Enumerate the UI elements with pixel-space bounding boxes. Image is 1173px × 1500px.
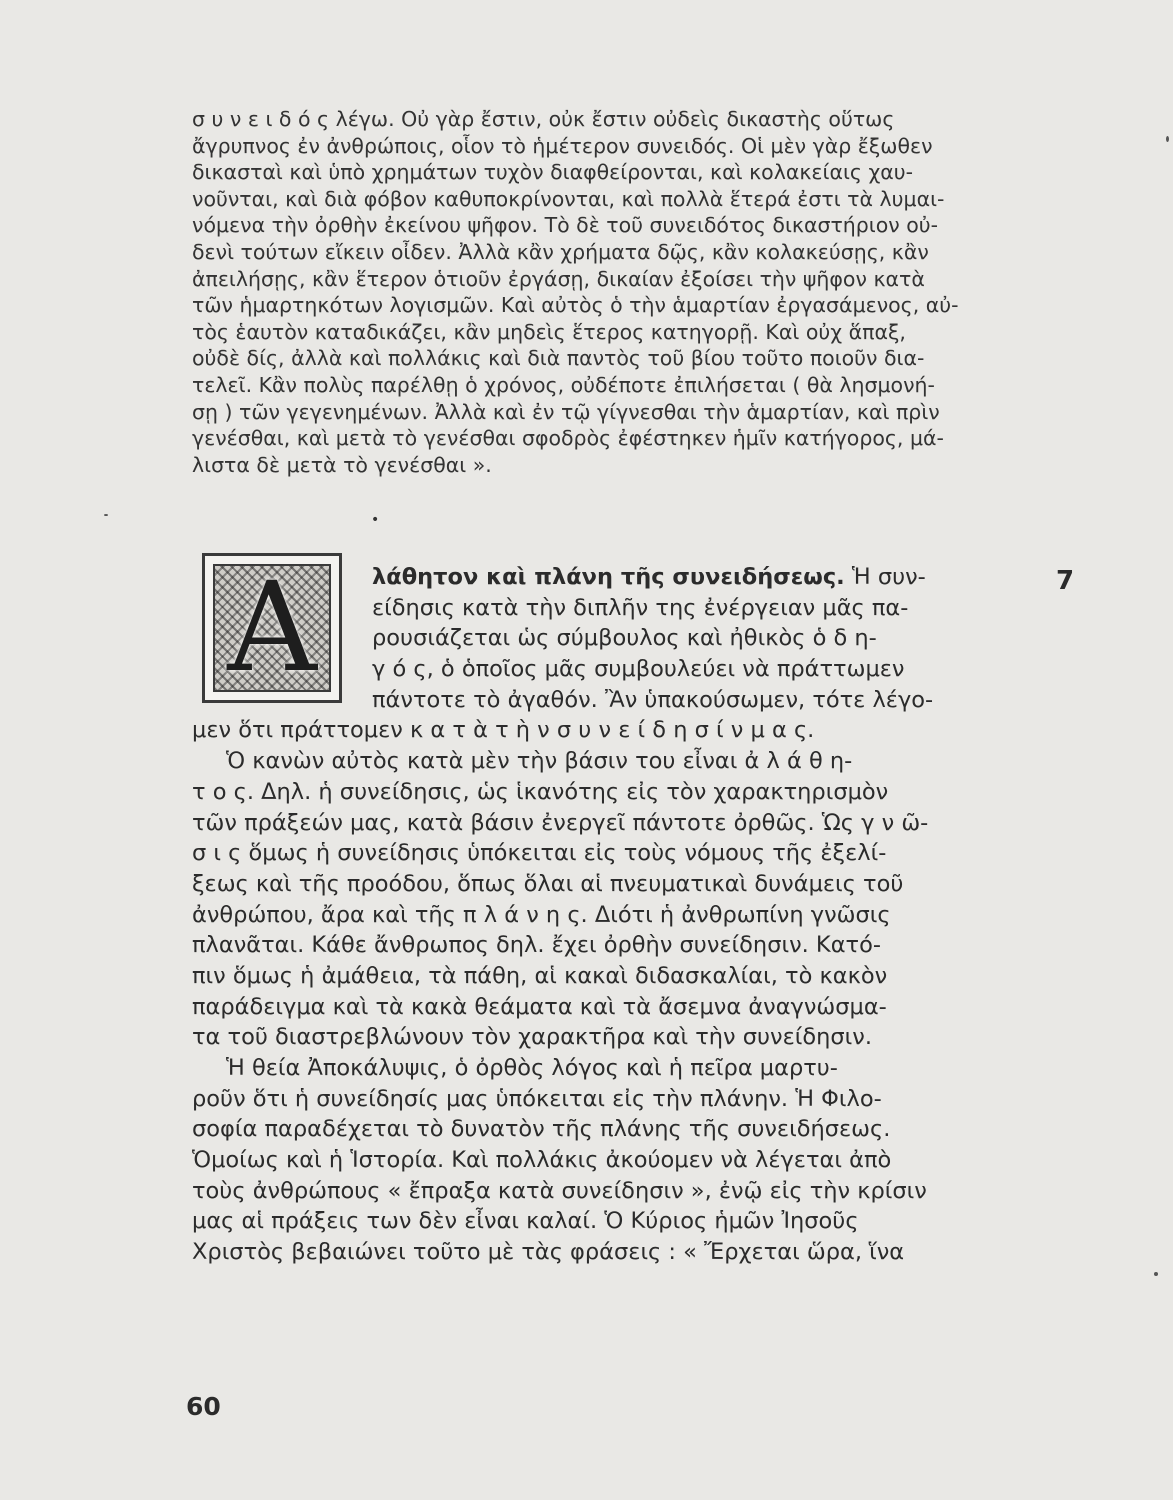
print-speck	[1166, 136, 1169, 142]
body-line: είδησις κατὰ τὴν διπλῆν της ἐνέργειαν μᾶς πα-	[372, 594, 909, 621]
section-heading: λάθητον καὶ πλάνη τῆς συνειδήσεως.	[372, 564, 845, 590]
body-line: Χριστὸς βεβαιώνει τοῦτο μὲ τὰς φράσεις : « Ἔρχεται ὥρα, ἵνα	[192, 1239, 905, 1266]
body-line: τοὺς ἀνθρώπους « ἔπραξα κατὰ συνείδησιν », ἐνῷ εἰς τὴν κρίσιν	[192, 1177, 927, 1204]
body-line: ξεως καὶ τῆς προόδου, ὅπως ὅλαι αἱ πνευματικαὶ δυνάμεις τοῦ	[192, 870, 904, 897]
quotation-block	[192, 106, 1042, 478]
quote-line: οὐδὲ δίς, ἀλλὰ καὶ πολλάκις καὶ διὰ παντὸς τοῦ βίου τοῦτο ποιοῦν δια-	[192, 346, 925, 371]
body-line: γ ό ς, ὁ ὁποῖος μᾶς συμβουλεύει νὰ πράττωμεν	[372, 656, 905, 683]
quote-line: νόμενα τὴν ὀρθὴν ἐκείνου ψῆφον. Τὸ δὲ τοῦ συνειδότος δικαστήριον οὐ-	[192, 213, 939, 238]
quote-line: λιστα δὲ μετὰ τὸ γενέσθαι ».	[192, 452, 492, 477]
body-line: μεν ὅτι πράττομεν κ α τ ὰ τ ὴ ν σ υ ν ε ί δ η σ ί ν μ α ς.	[192, 717, 815, 744]
body-line: μας αἱ πράξεις των δὲν εἶναι καλαί. Ὁ Κύριος ἡμῶν Ἰησοῦς	[192, 1208, 859, 1235]
body-line: τα τοῦ διαστρεβλώνουν τὸν χαρακτῆρα καὶ τὴν συνείδησιν.	[192, 1024, 872, 1051]
body-line: παράδειγμα καὶ τὰ κακὰ θεάματα καὶ τὰ ἄσεμνα ἀναγνώσμα-	[192, 993, 887, 1020]
quote-line: τελεῖ. Κἂν πολὺς παρέλθῃ ὁ χρόνος, οὐδέποτε ἐπιλήσεται ( θὰ λησμονή-	[192, 372, 935, 397]
page-number: 60	[186, 1392, 221, 1421]
body-line: Ἡ θεία Ἀποκάλυψις, ὁ ὀρθὸς λόγος καὶ ἡ πεῖρα μαρτυ-	[226, 1055, 838, 1081]
print-speck	[104, 514, 108, 516]
body-line: ἀνθρώπου, ἄρα καὶ τῆς π λ ά ν η ς. Διότι ἡ ἀνθρωπίνη γνῶσις	[192, 901, 891, 928]
body-line: τῶν πράξεών μας, κατὰ βάσιν ἐνεργεῖ πάντοτε ὀρθῶς. Ὡς γ ν ῶ-	[192, 809, 929, 836]
body-line: σ ι ς ὅμως ἡ συνείδησις ὑπόκειται εἰς τοὺς νόμους τῆς ἐξελί-	[192, 840, 887, 867]
print-speck	[1154, 1272, 1158, 1276]
body-line: Ὁμοίως καὶ ἡ Ἱστορία. Καὶ πολλάκις ἀκούομεν νὰ λέγεται ἀπὸ	[192, 1147, 892, 1174]
section-first-line-rest: Ἡ συν-	[844, 564, 926, 590]
quote-line: ἀπειλήσῃς, κἂν ἕτερον ὁτιοῦν ἐργάσῃ, δικαίαν ἐξοίσει τὴν ψῆφον κατὰ	[192, 266, 925, 291]
body-line: πάντοτε τὸ ἀγαθόν. Ἂν ὑπακούσωμεν, τότε λέγο-	[372, 686, 934, 713]
body-line: τ ο ς. Δηλ. ἡ συνείδησις, ὡς ἱκανότης εἰς τὸν χαρακτηρισμὸν	[192, 778, 889, 805]
body-line: πλανᾶται. Κάθε ἄνθρωπος δηλ. ἔχει ὀρθὴν συνείδησιν. Κατό-	[192, 932, 881, 959]
body-text	[192, 562, 1037, 1268]
quote-line: νοῦνται, καὶ διὰ φόβον καθυποκρίνονται, καὶ πολλὰ ἕτερά ἐστι τὰ λυμαι-	[192, 186, 945, 211]
body-line: ροῦν ὅτι ἡ συνείδησίς μας ὑπόκειται εἰς τὴν πλάνην. Ἡ Φιλο-	[192, 1085, 882, 1112]
quote-line: σ υ ν ε ι δ ό ς λέγω. Οὐ γὰρ ἔστιν, οὐκ ἔστιν οὐδεὶς δικαστὴς οὕτως	[192, 107, 895, 131]
body-line: Ὁ κανὼν αὐτὸς κατὰ μὲν τὴν βάσιν του εἶναι ἀ λ ά θ η-	[226, 748, 853, 775]
body-line: πιν ὅμως ἡ ἀμάθεια, τὰ πάθη, αἱ κακαὶ διδασκαλίαι, τὸ κακὸν	[192, 962, 888, 989]
quote-line: ἄγρυπνος ἐν ἀνθρώποις, οἷον τὸ ἡμέτερον συνειδός. Οἱ μὲν γὰρ ἔξωθεν	[192, 133, 933, 158]
quote-line: σῃ ) τῶν γεγενημένων. Ἀλλὰ καὶ ἐν τῷ γίγνεσθαι τὴν ἁμαρτίαν, καὶ πρὶν	[192, 399, 940, 424]
separator-bullet: •	[371, 512, 380, 528]
section-first-line	[192, 562, 1037, 593]
body-line: σοφία παραδέχεται τὸ δυνατὸν τῆς πλάνης τῆς συνειδήσεως.	[192, 1116, 891, 1143]
drop-cap-letter: Α	[227, 556, 317, 700]
margin-section-number: 7	[1056, 566, 1075, 596]
quote-line: τῶν ἡμαρτηκότων λογισμῶν. Καὶ αὐτὸς ὁ τὴν ἁμαρτίαν ἐργασάμενος, αὐ-	[192, 293, 959, 318]
quote-line: δενὶ τούτων εἴκειν οἶδεν. Ἀλλὰ κἂν χρήματα δῷς, κἂν κολακεύσῃς, κἂν	[192, 239, 929, 264]
quote-line: γενέσθαι, καὶ μετὰ τὸ γενέσθαι σφοδρὸς ἐφέστηκεν ἡμῖν κατήγορος, μά-	[192, 426, 944, 451]
quote-line: δικασταὶ καὶ ὑπὸ χρημάτων τυχὸν διαφθείρονται, καὶ κολακείαις χαυ-	[192, 160, 914, 185]
body-line: ρουσιάζεται ὡς σύμβουλος καὶ ἠθικὸς ὁ δ η-	[372, 625, 877, 652]
quote-line: τὸς ἑαυτὸν καταδικάζει, κἂν μηδεὶς ἕτερος κατηγορῇ. Καὶ οὐχ ἅπαξ,	[192, 319, 906, 344]
